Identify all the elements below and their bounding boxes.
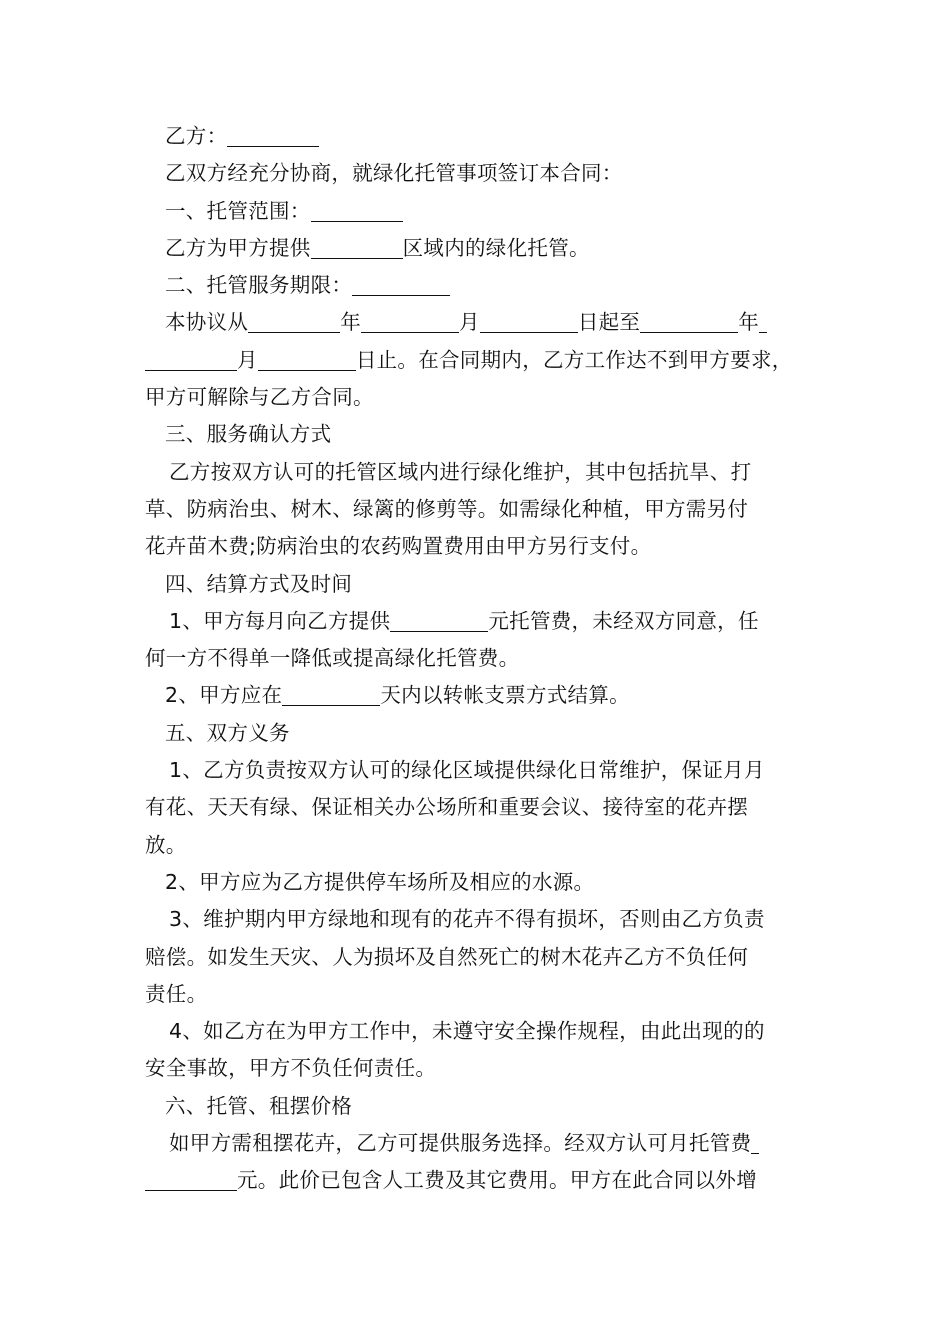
blank-field [390, 605, 488, 632]
party-b-label: 乙方： [165, 124, 228, 148]
section-3-heading: 三、服务确认方式 [165, 422, 332, 447]
text-span: 2、甲方应在 [165, 683, 283, 708]
blank-field [361, 306, 459, 333]
payment-line-2: 何一方不得单一降低或提高绿化托管费。 [145, 646, 520, 671]
duty-3-line-1: 3、维护期内甲方绿地和现有的花卉不得有损坏，否则由乙方负责 [169, 907, 765, 932]
duty-1-line-2: 有花、天天有绿、保证相关办公场所和重要会议、接待室的花卉摆 [145, 795, 749, 820]
blank-field [145, 344, 237, 371]
scope-line [145, 230, 825, 267]
service-line-1: 乙方按双方认可的托管区域内进行绿化维护，其中包括抗旱、打 [169, 459, 752, 484]
text-span: 月 [237, 347, 258, 372]
text-span: 日止。在合同期内，乙方工作达不到甲方要求， [355, 347, 793, 372]
text-span: 区域内的绿化托管。 [402, 235, 590, 260]
blank-field [282, 679, 380, 706]
term-line-3: 甲方可解除与乙方合同。 [145, 385, 374, 410]
price-line-1 [145, 1125, 825, 1162]
section-5-heading: 五、双方义务 [165, 720, 290, 745]
text-span: 年 [340, 310, 362, 335]
section-2-heading [145, 267, 825, 304]
blank-field [145, 1164, 237, 1191]
section-2-label: 二、托管服务期限： [165, 273, 353, 298]
blank-field [311, 195, 403, 222]
duty-4-line-2: 安全事故，甲方不负任何责任。 [145, 1056, 437, 1081]
section-1-label: 一、托管范围： [165, 198, 311, 223]
text-span: 本协议从 [165, 310, 249, 335]
blank-field [352, 269, 450, 296]
text-span: 乙方为甲方提供 [165, 235, 311, 260]
duty-1-line-1: 1、乙方负责按双方认可的绿化区域提供绿化日常维护，保证月月 [169, 758, 765, 783]
duty-3-line-2: 赔偿。如发生天灾、人为损坏及自然死亡的树木花卉乙方不负任何 [145, 944, 749, 969]
section-4-heading: 四、结算方式及时间 [165, 571, 353, 596]
text-span: 天内以转帐支票方式结算。 [380, 683, 630, 708]
blank-field [227, 120, 319, 147]
price-line-2 [145, 1162, 825, 1199]
intro-line: 乙双方经充分协商，就绿化托管事项签订本合同： [165, 161, 623, 186]
text-span: 年 [738, 310, 760, 335]
text-span: 元。此价已包含人工费及其它费用。甲方在此合同以外增 [237, 1168, 757, 1193]
text-span: 1、甲方每月向乙方提供 [169, 608, 391, 633]
blank-field [311, 232, 403, 259]
blank-field [258, 344, 356, 371]
contract-body [145, 118, 825, 1200]
blank-field [640, 306, 738, 333]
service-line-3: 花卉苗木费;防病治虫的农药购置费用由甲方另行支付。 [145, 534, 652, 559]
blank-field [751, 1127, 759, 1154]
party-b-line [145, 118, 825, 155]
text-span: 元托管费，未经双方同意，任 [488, 608, 759, 633]
payment-line-1 [145, 603, 825, 640]
duty-2-line: 2、甲方应为乙方提供停车场所及相应的水源。 [165, 869, 595, 894]
duty-1-line-3: 放。 [145, 832, 187, 857]
blank-field [480, 306, 578, 333]
section-6-heading: 六、托管、租摆价格 [165, 1093, 353, 1118]
duty-4-line-1: 4、如乙方在为甲方工作中，未遵守安全操作规程，由此出现的的 [169, 1019, 765, 1044]
term-line-1 [145, 304, 825, 341]
text-span: 日起至 [577, 310, 641, 335]
text-span: 如甲方需租摆花卉，乙方可提供服务选择。经双方认可月托管费 [169, 1131, 752, 1156]
duty-3-line-3: 责任。 [145, 981, 208, 1006]
blank-field [248, 306, 340, 333]
blank-field [759, 306, 767, 333]
term-line-2 [145, 342, 825, 379]
service-line-2: 草、防病治虫、树木、绿篱的修剪等。如需绿化种植，甲方需另付 [145, 496, 749, 521]
payment-line-3 [145, 677, 825, 714]
text-span: 月 [459, 310, 480, 335]
section-1-heading [145, 193, 825, 230]
